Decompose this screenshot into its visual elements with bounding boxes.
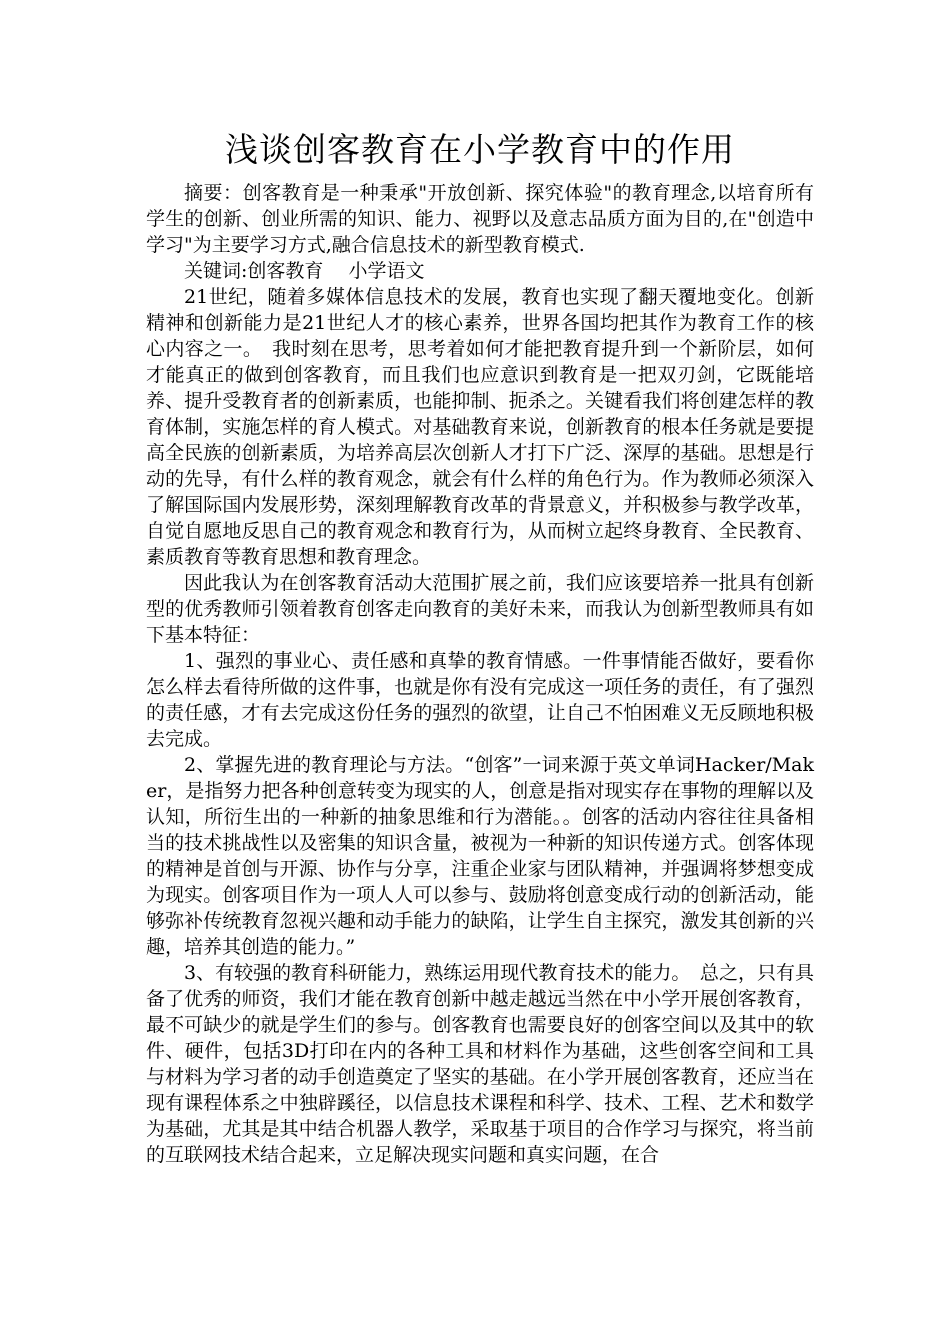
body-paragraph: 2、掌握先进的教育理论与方法。“创客”一词来源于英文单词Hacker/Maker，是指努力把各种创意转变为现实的人，创意是指对现实存在事物的理解以及认知，所衍生出的一种新的抽象思维和行为潜能。。创客的活动内容往往具备相当的技术挑战性以及密集的知识含量，被视为一种新的知识传递方式。创客体现的精神是首创与开源、协作与分享，注重企业家与团队精神，并强调将梦想变成为现实。创客项目作为一项人人可以参与、鼓励将创意变成行动的创新活动，能够弥补传统教育忽视兴趣和动手能力的缺陷，让学生自主探究，激发其创新的兴趣，培养其创造的能力。” xyxy=(146,754,814,958)
document-title: 浅谈创客教育在小学教育中的作用 xyxy=(225,130,735,169)
body-paragraph: 3、有较强的教育科研能力，熟练运用现代教育技术的能力。 总之，只有具备了优秀的师资，我们才能在教育创新中越走越远当然在中小学开展创客教育，最不可缺少的就是学生们的参与。创客教育也需要良好的创客空间以及其中的软件、硬件，包括3D打印在内的各种工具和材料作为基础，这些创客空间和工具与材料为学习者的动手创造奠定了坚实的基础。在小学开展创客教育，还应当在现有课程体系之中独辟蹊径，以信息技术课程和科学、技术、工程、艺术和数学为基础，尤其是其中结合机器人教学，采取基于项目的合作学习与探究，将当前的互联网技术结合起来，立足解决现实问题和真实问题，在合 xyxy=(146,962,814,1166)
body-paragraph: 1、强烈的事业心、责任感和真挚的教育情感。一件事情能否做好，要看你怎么样去看待所做的这件事，也就是你有没有完成这一项任务的责任，有了强烈的责任感，才有去完成这份任务的强烈的欲望，让自己不怕困难义无反顾地积极去完成。 xyxy=(146,650,814,750)
abstract-paragraph: 摘要：创客教育是一种秉承"开放创新、探究体验"的教育理念,以培育所有学生的创新、创业所需的知识、能力、视野以及意志品质方面为目的,在"创造中学习"为主要学习方式,融合信息技术的新型教育模式. xyxy=(146,182,814,256)
body-paragraph: 因此我认为在创客教育活动大范围扩展之前，我们应该要培养一批具有创新型的优秀教师引领着教育创客走向教育的美好未来，而我认为创新型教师具有如下基本特征： xyxy=(146,572,814,646)
document-body xyxy=(146,128,814,1168)
keywords-paragraph: 关键词:创客教育 小学语文 xyxy=(184,260,425,282)
body-paragraph: 21世纪，随着多媒体信息技术的发展，教育也实现了翻天覆地变化。创新精神和创新能力是21世纪人才的核心素养，世界各国均把其作为教育工作的核心内容之一。 我时刻在思考，思考着如何才能把教育提升到一个新阶层，如何才能真正的做到创客教育，而且我们也应意识到教育是一把双刃剑，它既能培养、提升受教育者的创新素质，也能抑制、扼杀之。关键看我们将创建怎样的教育体制，实施怎样的育人模式。对基础教育来说，创新教育的根本任务就是要提高全民族的创新素质，为培养高层次创新人才打下广泛、深厚的基础。思想是行动的先导，有什么样的教育观念，就会有什么样的角色行为。作为教师必须深入了解国际国内发展形势，深刻理解教育改革的背景意义，并积极参与教学改革，自觉自愿地反思自己的教育观念和教育行为，从而树立起终身教育、全民教育、素质教育等教育思想和教育理念。 xyxy=(146,286,814,568)
